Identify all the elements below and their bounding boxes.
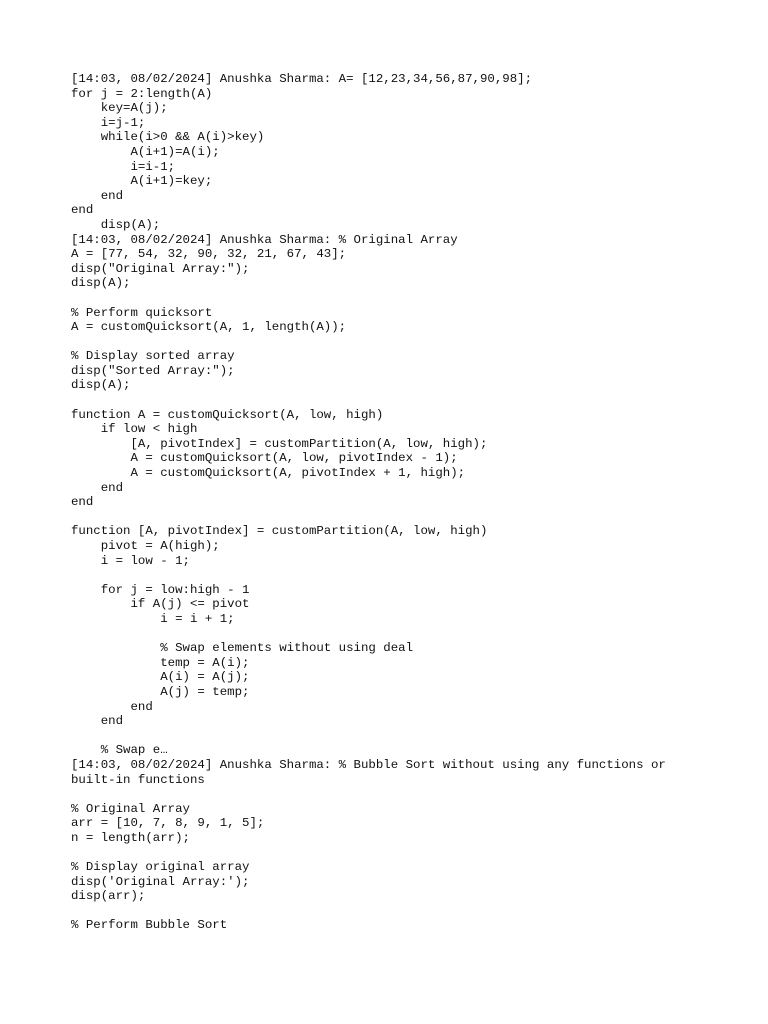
code-line: disp("Sorted Array:"); (71, 363, 235, 378)
code-line: function A = customQuicksort(A, low, high) (71, 407, 384, 422)
code-line: i=j-1; (71, 115, 146, 130)
code-document (71, 72, 691, 933)
code-line: disp("Original Array:"); (71, 261, 250, 276)
code-line: A = customQuicksort(A, pivotIndex + 1, high); (71, 466, 466, 481)
code-line: for j = low:high - 1 (71, 582, 250, 597)
code-line: [14:03, 08/02/2024] Anushka Sharma: % Original Array (71, 232, 458, 247)
code-line: pivot = A(high); (71, 539, 220, 553)
code-line (71, 787, 691, 802)
code-line: end (71, 203, 94, 218)
code-line: end (71, 480, 124, 495)
code-line: % Display sorted array (71, 349, 235, 364)
code-line: disp(A); (71, 217, 161, 232)
code-line: i = i + 1; (71, 611, 235, 626)
code-line: A = customQuicksort(A, 1, length(A)); (71, 320, 347, 335)
code-line: i = low - 1; (71, 553, 190, 568)
code-line: end (71, 699, 153, 714)
code-line: % Original Array (71, 801, 190, 816)
code-line (71, 291, 691, 306)
code-line: disp(arr); (71, 889, 146, 904)
code-line: A(i+1)=key; (71, 174, 213, 189)
code-line: A = [77, 54, 32, 90, 32, 21, 67, 43]; (71, 247, 347, 262)
code-line (71, 729, 691, 744)
code-line: [A, pivotIndex] = customPartition(A, low, high); (71, 436, 488, 451)
code-line: temp = A(i); (71, 655, 250, 670)
code-line: % Perform Bubble Sort (71, 918, 228, 933)
code-line: disp(A); (71, 378, 131, 393)
code-line: A(i) = A(j); (71, 670, 250, 685)
code-line (71, 845, 691, 860)
code-line: n = length(arr); (71, 830, 190, 845)
code-line: while(i>0 && A(i)>key) (71, 130, 265, 145)
code-line (71, 904, 691, 919)
code-line: [14:03, 08/02/2024] Anushka Sharma: A= [12,23,34,56,87,90,98]; (71, 72, 533, 86)
code-line: % Display original array (71, 860, 250, 875)
code-line: if A(j) <= pivot (71, 597, 250, 612)
code-line: function [A, pivotIndex] = customPartition(A, low, high) (71, 524, 488, 539)
code-line: % Swap elements without using deal (71, 641, 414, 656)
code-line: % Swap e… (71, 743, 168, 758)
code-line (71, 568, 691, 583)
code-line: disp(A); (71, 276, 131, 291)
code-line: % Perform quicksort (71, 305, 213, 320)
code-line: if low < high (71, 422, 198, 437)
code-line: built-in functions (71, 772, 205, 787)
code-line: key=A(j); (71, 101, 168, 116)
code-line: [14:03, 08/02/2024] Anushka Sharma: % Bubble Sort without using any functions or (71, 757, 666, 772)
code-line (71, 335, 691, 350)
code-line: end (71, 188, 124, 203)
code-line: for j = 2:length(A) (71, 86, 213, 101)
code-line: disp('Original Array:'); (71, 874, 250, 889)
code-line: end (71, 714, 124, 729)
code-line: A(i+1)=A(i); (71, 144, 220, 159)
code-line: arr = [10, 7, 8, 9, 1, 5]; (71, 816, 265, 831)
code-line: end (71, 495, 94, 510)
code-line (71, 510, 691, 525)
code-line: A(j) = temp; (71, 684, 250, 699)
code-line: A = customQuicksort(A, low, pivotIndex - 1); (71, 451, 458, 466)
code-line: i=i-1; (71, 159, 176, 174)
code-line (71, 627, 691, 642)
code-line (71, 393, 691, 408)
